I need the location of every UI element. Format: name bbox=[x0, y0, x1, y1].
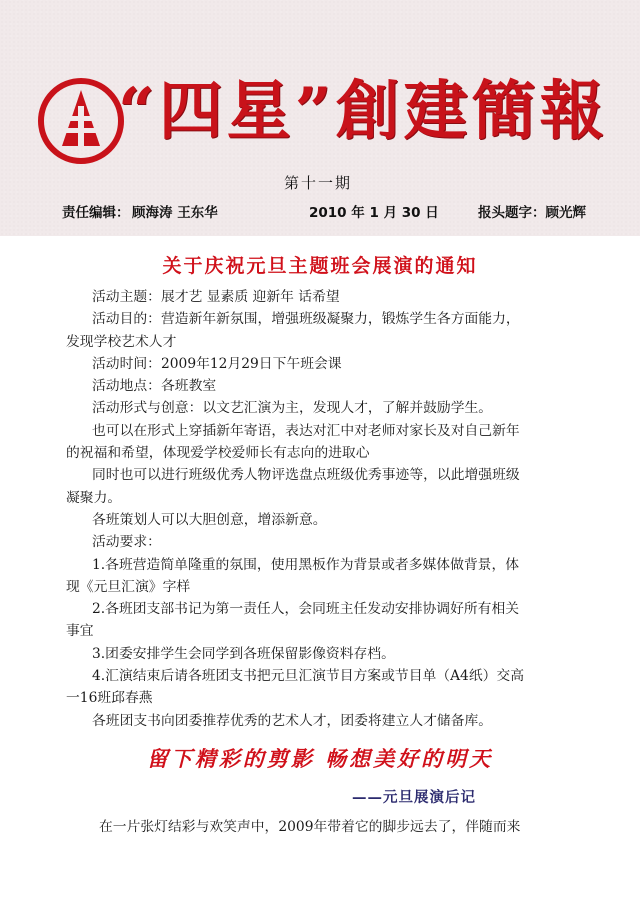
notice-line: 活动时间：2009年12月29日下午班会课 bbox=[92, 355, 342, 372]
feature-title: 留下精彩的剪影 畅想美好的明天 bbox=[146, 746, 494, 771]
notice-line: 活动目的：营造新年新氛围，增强班级凝聚力，锻炼学生各方面能力， bbox=[92, 311, 520, 328]
issue-number: 第十一期 bbox=[284, 174, 353, 192]
notice-line: 活动形式与创意：以文艺汇演为主，发现人才，了解并鼓励学生。 bbox=[92, 400, 493, 417]
notice-line: 4.汇演结束后请各班团支书把元旦汇演节目方案或节目单（A4纸）交高 bbox=[92, 668, 525, 685]
notice-line: 发现学校艺术人才 bbox=[66, 333, 177, 350]
notice-line: 一16班邱春燕 bbox=[66, 690, 153, 707]
notice-line: 凝聚力。 bbox=[66, 489, 122, 506]
notice-line: 各班团支书向团委推荐优秀的艺术人才，团委将建立人才储备库。 bbox=[92, 712, 493, 729]
notice-line: 也可以在形式上穿插新年寄语，表达对汇中对老师对家长及对自己新年 bbox=[92, 422, 520, 439]
notice-line: 事宜 bbox=[66, 623, 94, 640]
notice-line: 的祝福和希望，体现爱学校爱师长有志向的进取心 bbox=[66, 445, 370, 462]
notice-line: 活动要求： bbox=[92, 534, 161, 551]
editors: 顾海涛 王东华 bbox=[132, 205, 218, 221]
school-emblem-icon bbox=[36, 76, 126, 166]
feature-first-line: 在一片张灯结彩与欢笑声中，2009年带着它的脚步远去了，伴随而来 bbox=[99, 819, 521, 835]
notice-line: 3.团委安排学生会同学到各班保留影像资料存档。 bbox=[92, 645, 395, 662]
editors-label: 责任编辑： bbox=[62, 205, 130, 221]
notice-line: 现《元旦汇演》字样 bbox=[66, 578, 191, 595]
masthead bbox=[0, 0, 640, 236]
newspaper-title: “四星”創建簡報 bbox=[118, 74, 608, 149]
notice-line: 1.各班营造简单隆重的氛围，使用黑板作为背景或者多媒体做背景，体 bbox=[92, 556, 520, 573]
notice-body bbox=[66, 286, 572, 732]
title-calligrapher: 报头题字：顾光辉 bbox=[478, 205, 586, 221]
publish-date: 2010 年 1 月 30 日 bbox=[309, 205, 439, 221]
notice-line: 活动地点：各班教室 bbox=[92, 378, 217, 395]
notice-line: 2.各班团支部书记为第一责任人，会同班主任发动安排协调好所有相关 bbox=[92, 601, 520, 618]
notice-line: 各班策划人可以大胆创意，增添新意。 bbox=[92, 511, 327, 528]
notice-title: 关于庆祝元旦主题班会展演的通知 bbox=[162, 255, 478, 277]
notice-line: 活动主题：展才艺 显素质 迎新年 话希望 bbox=[92, 289, 340, 305]
notice-line: 同时也可以进行班级优秀人物评选盘点班级优秀事迹等，以此增强班级 bbox=[92, 467, 520, 484]
masthead-meta bbox=[0, 201, 640, 223]
feature-subtitle: ——元旦展演后记 bbox=[352, 789, 476, 806]
